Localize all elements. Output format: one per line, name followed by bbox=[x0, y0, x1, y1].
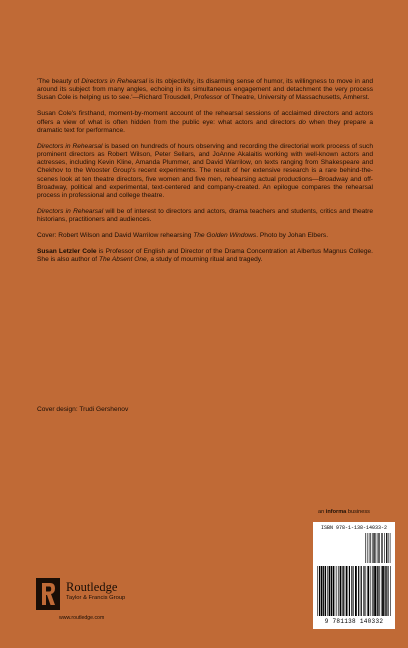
author-name: Susan Letzler Cole bbox=[37, 247, 97, 255]
informa-business-label: an informa business bbox=[318, 509, 370, 515]
cover-credit: Cover: Robert Wilson and David Warrilow rehearsing The Golden Windows. Photo by Johan Elbers. bbox=[37, 232, 329, 240]
author-bio: Susan Letzler Cole is Professor of English and Director of the Drama Concentration at Albertus Magnus College. She is also author of The Absent One, a study of mourning ritual and tragedy. bbox=[37, 247, 374, 263]
description-paragraph-1: Susan Cole's firsthand, moment-by-moment account of the rehearsal sessions of acclaimed directors and actors offers a view of what is often hidden from the public eye: what actors and directors do when they prepare a dramatic text for performance. bbox=[37, 110, 373, 134]
addon-barcode bbox=[365, 533, 391, 563]
publisher-logo-text bbox=[66, 581, 125, 601]
isbn-label: ISBN 978-1-138-14033-2 bbox=[320, 525, 387, 531]
book-title: Directors in Rehearsal bbox=[81, 78, 148, 85]
review-quote: 'The beauty of Directors in Rehearsal is its objectivity, its disarming sense of humor, its willingness to move in and around its subject from many angles, echoing in its simultaneous engagement and detachment the very process Susan Cole is helping us to see.'—Richard Trousdell, Professor of Theatre, University of Massachusetts, Amherst. bbox=[37, 78, 373, 102]
barcode bbox=[313, 522, 395, 629]
description-paragraph-3: Directors in Rehearsal will be of interest to directors and actors, drama teachers and students, critics and theatre historians, practitioners and audiences. bbox=[37, 208, 373, 224]
routledge-logo-icon bbox=[36, 578, 60, 610]
description-paragraph-2: Directors in Rehearsal is based on hundreds of hours observing and recording the directorial work process of such prominent directors as Robert Wilson, Peter Sellars, and JoAnne Akalaitis working with well-known actors and actresses, including Kevin Kline, Amanda Plummer, and David Warrilow, on texts ranging from Shakespeare and Chekhov to the Wooster Group's recent experiments. The result of her extensive research is a rare behind-the-scenes look at ten theatre directors, five women and five men, rehearsing actual productions—Broadway and off-Broadway, political and experimental, text-centered and company-created. An epilogue compares the rehearsal process in professional and college theatre. bbox=[37, 142, 374, 199]
publisher-group: Taylor & Francis Group bbox=[66, 595, 126, 601]
publisher-website: www.routledge.com bbox=[59, 615, 105, 621]
book-title: Directors in Rehearsal bbox=[37, 142, 103, 150]
book-title: Directors in Rehearsal bbox=[37, 208, 104, 216]
main-barcode bbox=[317, 566, 391, 616]
cover-design-credit: Cover design: Trudi Gershenov bbox=[37, 406, 129, 413]
isbn-digits: 9 781138 140332 bbox=[324, 618, 384, 625]
cover-copy bbox=[37, 78, 373, 272]
publisher-name: Routledge bbox=[66, 580, 118, 594]
